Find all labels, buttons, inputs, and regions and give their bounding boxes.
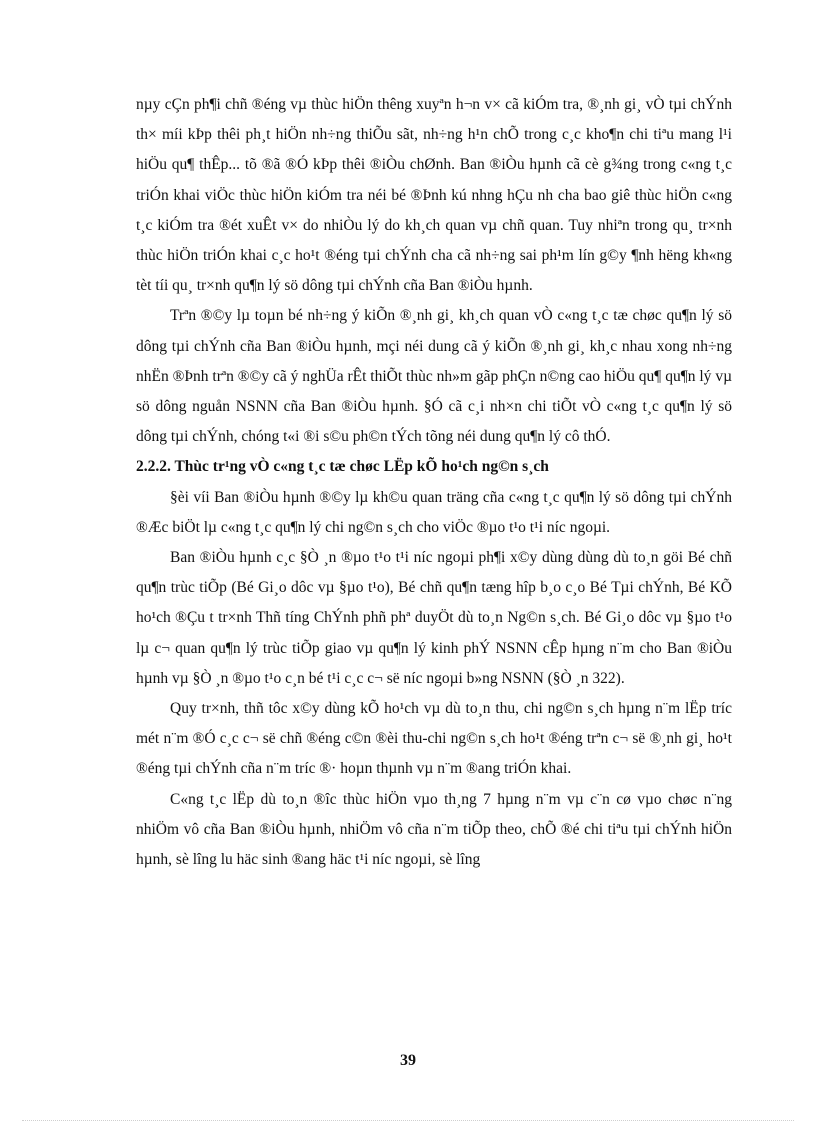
section-paragraph: Quy tr×nh, thñ tôc x©y dùng kÕ ho¹ch vµ dù to¸n thu, chi ng©n s¸ch hµng n¨m lËp tríc mét n¨m ®Ó c¸c c¬ së chñ ®éng c©n ®èi thu-chi ng©n s¸ch ho¹t ®éng trªn c¬ së ®¸nh gi¸ ho¹t ®éng tµi chÝnh cña n¨m tríc ®· hoµn thµnh vµ n¨m ®ang triÓn khai. bbox=[136, 700, 732, 778]
section-paragraph: Ban ®iÒu hµnh c¸c §Ò ¸n ®µo t¹o t¹i níc ngoµi ph¶i x©y dùng dùng dù to¸n göi Bé chñ qu¶n trùc tiÕp (Bé Gi¸o dôc vµ §µo t¹o), Bé chñ qu¶n tæng hîp b¸o c¸o Bé Tµi chÝnh, Bé KÕ ho¹ch ®Çu t tr×nh Thñ tíng ChÝnh phñ phª duyÖt dù to¸n Ng©n s¸ch. Bé Gi¸o dôc vµ §µo t¹o lµ c¬ quan qu¶n lý trùc tiÕp giao vµ qu¶n lý kinh phÝ NSNN cÊp hµng n¨m cho Ban ®iÒu hµnh vµ §Ò ¸n ®µo t¹o c¸n bé t¹i c¸c c¬ së níc ngoµi b»ng NSNN (§Ò ¸n 322). bbox=[136, 549, 732, 687]
page-number: 39 bbox=[400, 1052, 416, 1069]
paragraph-continued: nµy cÇn ph¶i chñ ®éng vµ thùc hiÖn thêng xuyªn h¬n v× cã kiÓm tra, ®¸nh gi¸ vÒ tµi chÝnh th× míi kÞp thêi ph¸t hiÖn nh÷ng thiÕu sãt, nh÷ng h¹n chÕ trong c¸c kho¶n chi tiªu mang l¹i hiÖu qu¶ thÊp... tõ ®ã ®Ó kÞp thêi ®iÒu chØnh. Ban ®iÒu hµnh cã cè g¾ng trong c«ng t¸c triÓn khai viÖc thùc hiÖn kiÓm tra néi bé ®Þnh kú nhng hÇu nh cha bao giê thùc hiÖn c«ng t¸c kiÓm tra ®ét xuÊt v× do nhiÒu lý do kh¸ch quan vµ chñ quan. Tuy nhiªn trong qu¸ tr×nh thùc hiÖn triÓn khai c¸c ho¹t ®éng tµi chÝnh cha cã nh÷ng sai ph¹m lín g©y ¶nh hëng kh«ng tèt tíi qu¸ tr×nh qu¶n lý sö dông tµi chÝnh cña Ban ®iÒu hµnh. bbox=[136, 96, 732, 295]
section-paragraph: §èi víi Ban ®iÒu hµnh ®©y lµ kh©u quan träng cña c«ng t¸c qu¶n lý sö dông tµi chÝnh ®Æc biÖt lµ c«ng t¸c qu¶n lý chi ng©n s¸ch cho viÖc ®µo t¹o t¹i níc ngoµi. bbox=[136, 488, 732, 536]
page-bottom-border bbox=[22, 1120, 794, 1121]
section-paragraph: C«ng t¸c lËp dù to¸n ®îc thùc hiÖn vµo th¸ng 7 hµng n¨m vµ c¨n cø vµo chøc n¨ng nhiÖm vô cña Ban ®iÒu hµnh, nhiÖm vô cña n¨m tiÕp theo, chÕ ®é chi tiªu tµi chÝnh hiÖn hµnh, sè lîng lu häc sinh ®ang häc t¹i níc ngoµi, sè lîng bbox=[136, 790, 732, 869]
section-heading: 2.2.2. Thùc tr¹ng vÒ c«ng t¸c tæ chøc LËp kÕ ho¹ch ng©n s¸ch bbox=[136, 458, 549, 476]
paragraph-summary: Trªn ®©y lµ toµn bé nh÷ng ý kiÕn ®¸nh gi¸ kh¸ch quan vÒ c«ng t¸c tæ chøc qu¶n lý sö dông tµi chÝnh cña Ban ®iÒu hµnh, mçi néi dung cã ý kiÕn ®¸nh gi¸ kh¸c nhau xong nh÷ng nhËn ®Þnh trªn ®©y cã ý nghÜa rÊt thiÕt thùc nh»m gãp phÇn n©ng cao hiÖu qu¶ qu¶n lý vµ sö dông nguån NSNN cña Ban ®iÒu hµnh. §Ó cã c¸i nh×n chi tiÕt vÒ c«ng t¸c qu¶n lý sö dông tµi chÝnh, chóng t«i ®i s©u ph©n tÝch tõng néi dung qu¶n lý cô thÓ. bbox=[136, 307, 732, 446]
page-body bbox=[136, 90, 732, 875]
